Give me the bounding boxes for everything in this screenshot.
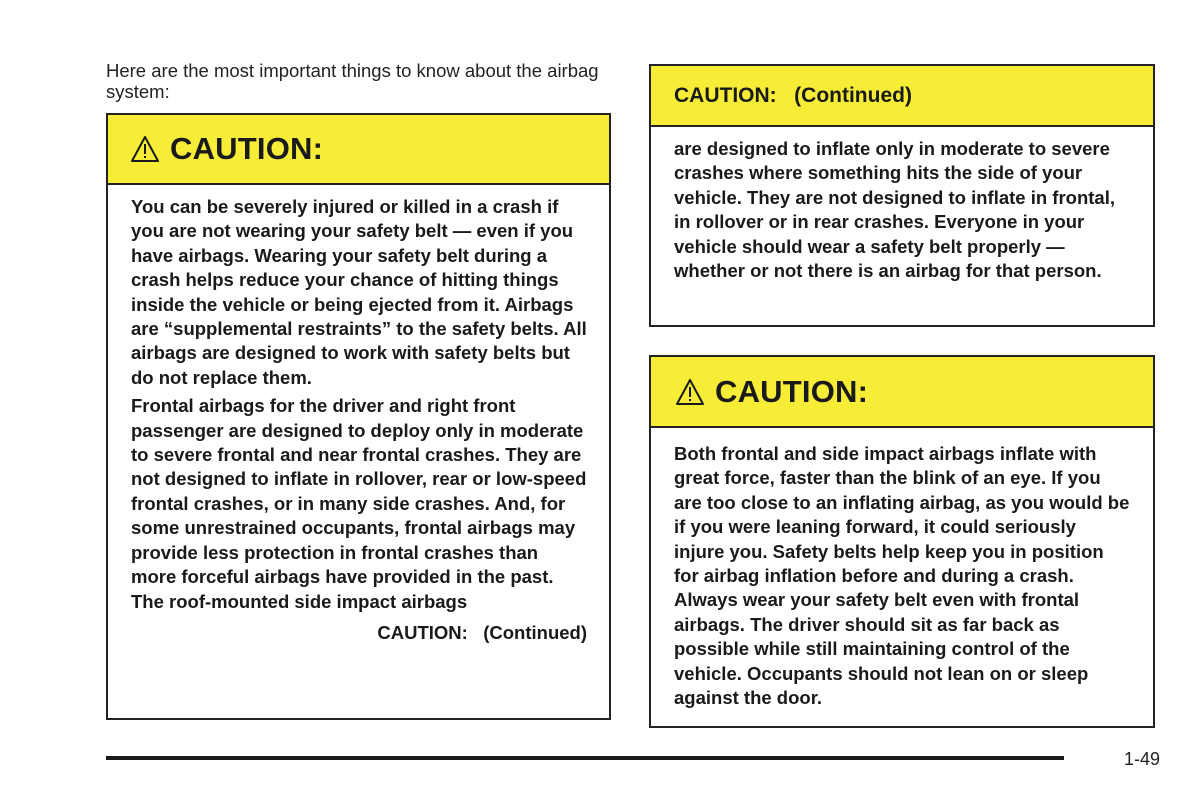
caution-continued-title: CAUTION: (Continued) (674, 83, 912, 107)
page-number: 1-49 (1123, 749, 1160, 769)
caution-paragraph: are designed to inflate only in moderate to severe crashes where something hits the side of your vehicle. They are not designed to inflate in frontal, in rollover or in rear crashes. Everyone in your vehicle should wear a safety belt properly — whether or not there is an airbag for that person. (674, 138, 1115, 282)
caution-continued-box (649, 64, 1155, 327)
caution-body (651, 428, 1153, 710)
continued-label: CAUTION: (Continued) (377, 621, 587, 643)
caution-box-right (649, 355, 1155, 728)
caution-paragraph: Frontal airbags for the driver and right front passenger are designed to deploy only in moderate to severe frontal and near frontal crashes. They are not designed to inflate in rollover, rear or low-speed frontal crashes, or in many side crashes. And, for some unrestrained occupants, frontal airbags may provide less protection in frontal crashes than more forceful airbags have provided in the past. The roof-mounted side impact airbags (131, 395, 587, 612)
warning-triangle-icon (130, 135, 160, 163)
caution-box-left (106, 113, 611, 720)
caution-continued-header (651, 66, 1153, 127)
warning-triangle-icon (675, 378, 705, 406)
caution-title: CAUTION: (715, 373, 869, 409)
caution-title: CAUTION: (170, 131, 324, 166)
caution-header (108, 115, 609, 185)
caution-paragraph: You can be severely injured or killed in a crash if you are not wearing your safety belt — even if you have airbags. Wearing your safety belt during a crash helps reduce your chance of hitting things inside the vehicle or being ejected from it. Airbags are “supplemental restraints” to the safety belts. All airbags are designed to work with safety belts but do not replace them. (131, 196, 587, 388)
caution-body (108, 185, 609, 644)
intro-text: Here are the most important things to know about the airbag system: (106, 60, 599, 102)
footer-rule (106, 756, 1064, 760)
caution-header (651, 357, 1153, 428)
caution-paragraph: Both frontal and side impact airbags inflate with great force, faster than the blink of an eye. If you are too close to an inflating airbag, as you would be if you were leaning forward, it could seriously injure you. Safety belts help keep you in position for airbag inflation before and during a crash. Always wear your safety belt even with frontal airbags. The driver should sit as far back as possible while still maintaining control of the vehicle. Occupants should not lean on or sleep against the door. (674, 443, 1130, 709)
caution-body (651, 127, 1153, 283)
